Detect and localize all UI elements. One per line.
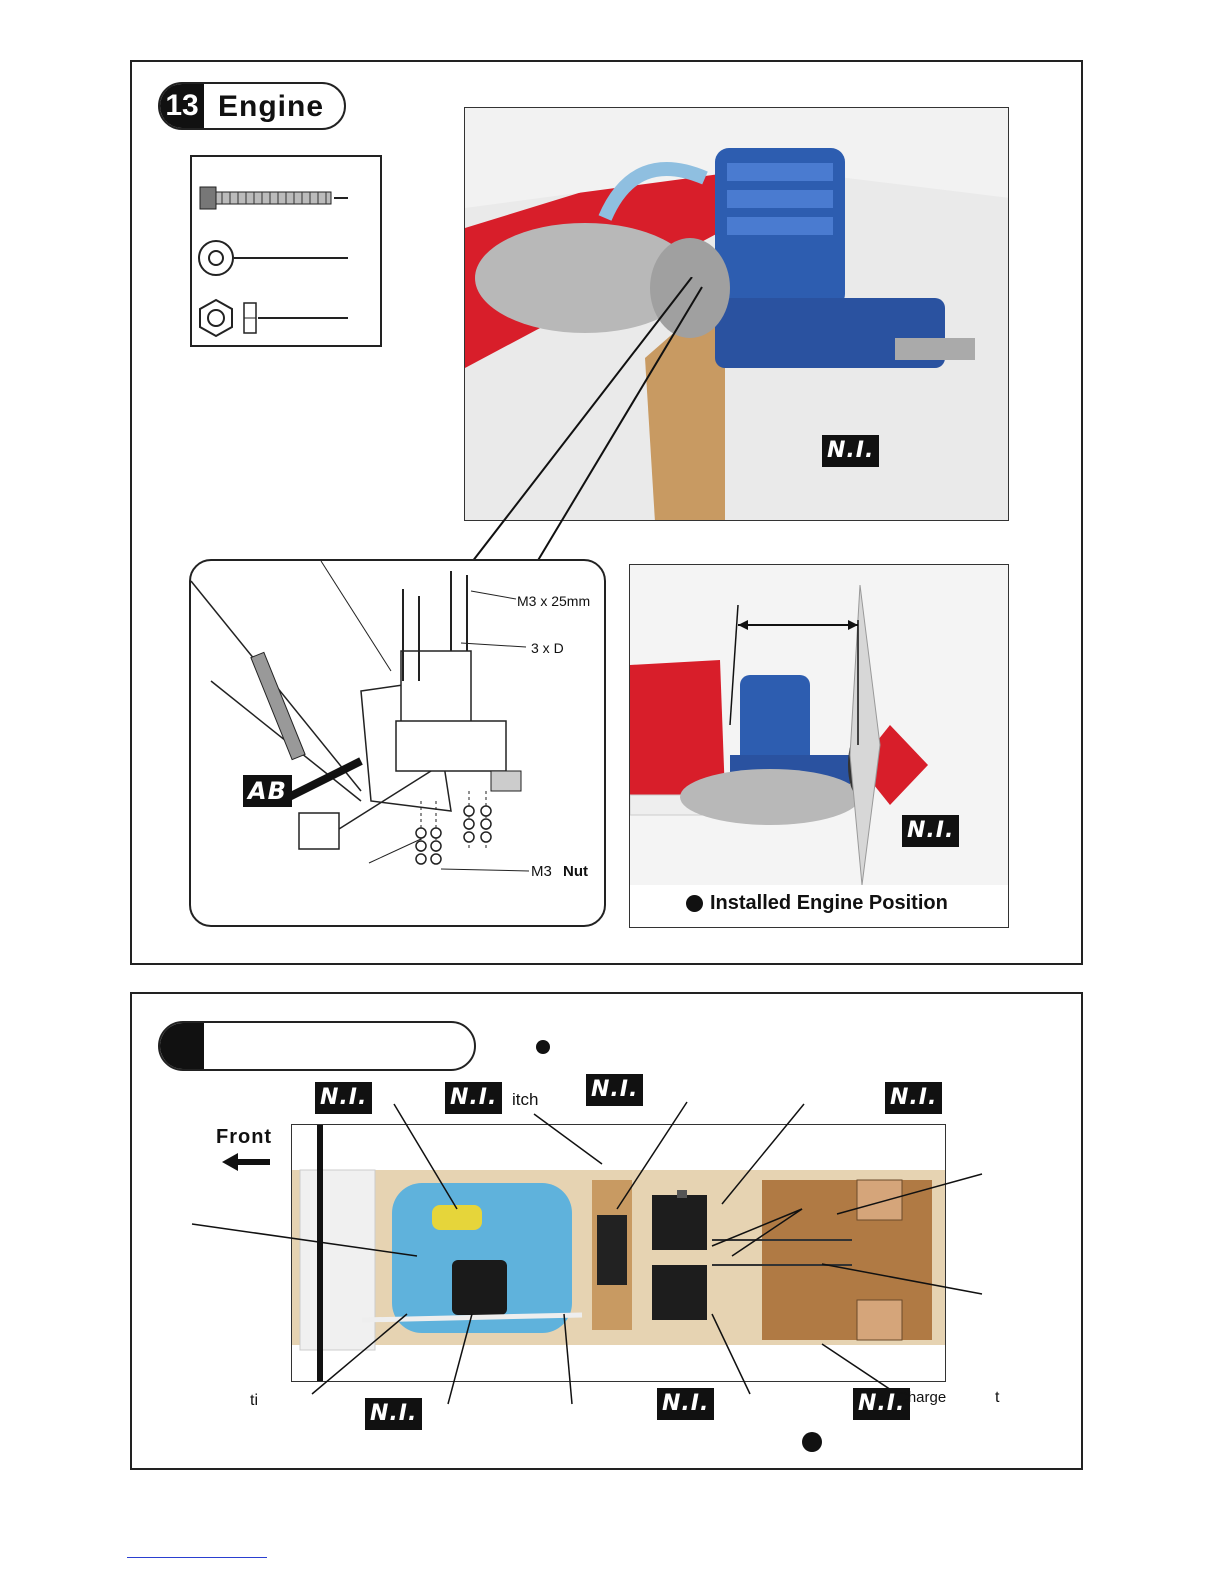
ni-badge-top-1: N.I. <box>315 1082 372 1114</box>
front-label: Front <box>216 1126 273 1148</box>
charge-label: Charge <box>897 1389 947 1406</box>
ni-badge-bottom-2: N.I. <box>657 1388 714 1420</box>
ni-badge-propeller: N.I. <box>902 815 959 847</box>
step-number: 13 <box>160 84 204 128</box>
hardware-parts-box <box>190 155 382 347</box>
radio-section <box>130 992 1083 1470</box>
installed-engine-photo <box>629 564 1009 928</box>
callout-wedge <box>462 277 722 567</box>
footer-link-underline <box>127 1557 267 1558</box>
screw-label: M3 x 25mm <box>517 593 591 609</box>
bottom-label-1: ti <box>250 1392 258 1409</box>
engine-section <box>130 60 1083 965</box>
nut-word-label: Nut <box>563 863 588 880</box>
ni-badge-bottom-1: N.I. <box>365 1398 422 1430</box>
washer-label: 3 x D <box>531 640 564 656</box>
hardware-parts-drawing <box>192 157 380 345</box>
installed-engine-caption: Installed Engine Position <box>710 892 948 914</box>
engine-step-header <box>158 82 346 130</box>
ni-badge-top-4: N.I. <box>885 1082 942 1114</box>
bullet-icon <box>686 895 703 912</box>
ni-badge-top-2: N.I. <box>445 1082 502 1114</box>
step-title: Engine <box>218 90 325 123</box>
ni-badge-engine-photo: N.I. <box>822 435 879 467</box>
switch-label: itch <box>512 1090 539 1109</box>
engine-mount-diagram <box>189 559 606 927</box>
bullet-icon-3 <box>802 1432 822 1452</box>
ab-badge: AB <box>243 775 292 807</box>
bottom-label-6: t <box>995 1389 1000 1406</box>
ni-badge-top-3: N.I. <box>586 1074 643 1106</box>
ni-badge-bottom-3: N.I. <box>853 1388 910 1420</box>
nut-size-label: M3 <box>531 863 552 880</box>
